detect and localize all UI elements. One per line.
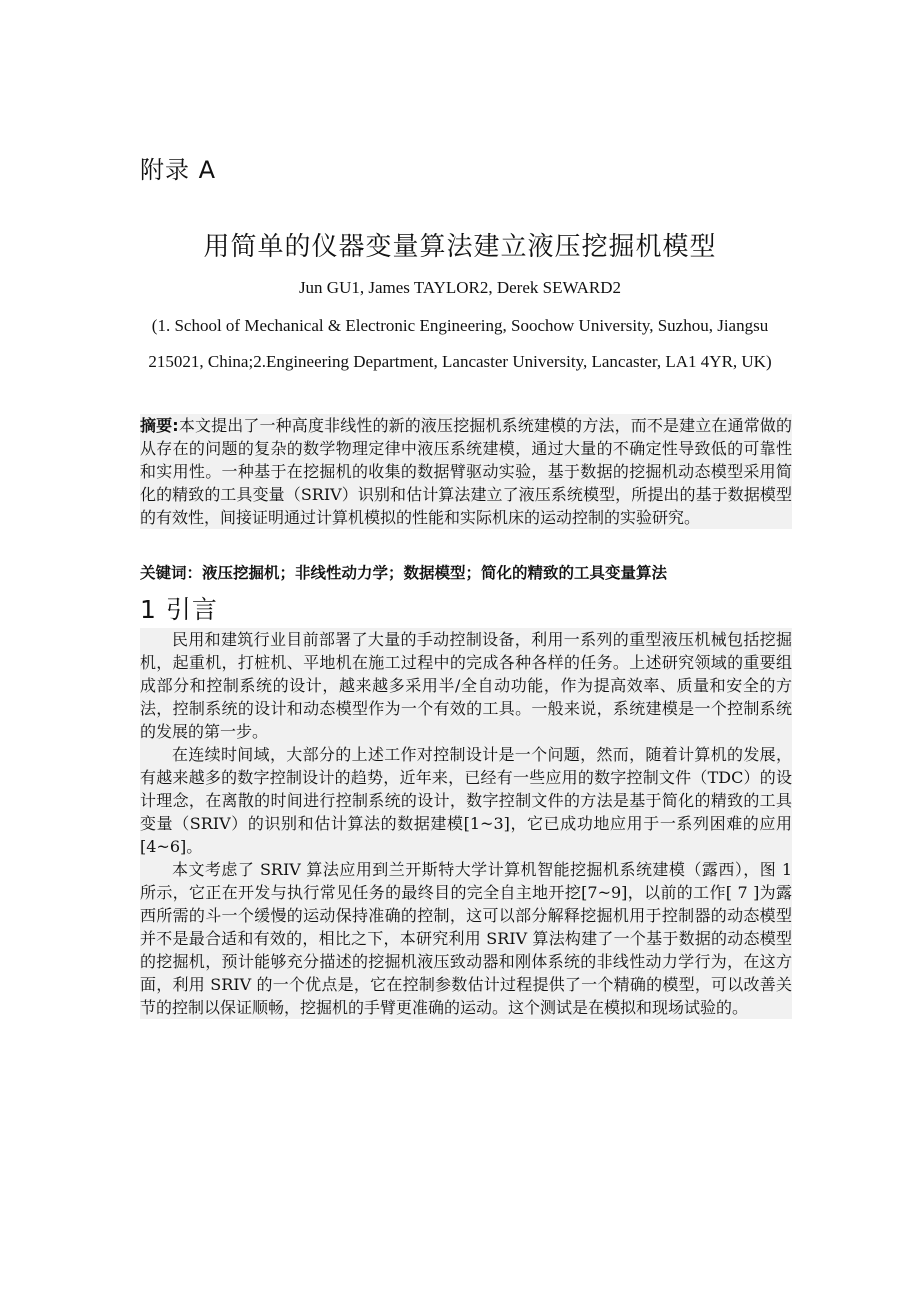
abstract-label: 摘要: xyxy=(140,416,179,435)
paragraph: 在连续时间域，大部分的上述工作对控制设计是一个问题，然而，随着计算机的发展，有越来越多的数字控制设计的趋势，近年来，已经有一些应用的数字控制文件（TDC）的设计理念，在离散的时间进行控制系统的设计，数字控制文件的方法是基于简化的精致的工具变量（SRIV）的识别和估计算法的数据建模[1~3]，它已成功地应用于一系列困难的应用[4~6]。 xyxy=(140,745,792,856)
authors: Jun GU1, James TAYLOR2, Derek SEWARD2 xyxy=(298,278,622,297)
appendix-label: 附录 A xyxy=(140,156,217,184)
affiliation: (1. School of Mechanical & Electronic Engineering, Soochow University, Suzhou, Jiangsu 215021, China;2.Engineering Department, Lancaster University, Lancaster, LA1 4YR, UK) xyxy=(148,316,772,371)
paragraph: 民用和建筑行业目前部署了大量的手动控制设备，利用一系列的重型液压机械包括挖掘机，起重机，打桩机、平地机在施工过程中的完成各种各样的任务。上述研究领域的重要组成部分和控制系统的设计，越来越多采用半/全自动功能，作为提高效率、质量和安全的方法，控制系统的设计和动态模型作为一个有效的工具。一般来说，系统建模是一个控制系统的发展的第一步。 xyxy=(140,630,792,741)
abstract-text: 本文提出了一种高度非线性的新的液压挖掘机系统建模的方法，而不是建立在通常做的从存在的问题的复杂的数学物理定律中液压系统建模，通过大量的不确定性导致低的可靠性和实用性。一种基于在挖掘机的收集的数据臂驱动实验，基于数据的挖掘机动态模型采用简化的精致的工具变量（SRIV）识别和估计算法建立了液压系统模型，所提出的基于数据模型的有效性，间接证明通过计算机模拟的性能和实际机床的运动控制的实验研究。 xyxy=(140,416,792,527)
abstract xyxy=(140,414,792,529)
introduction-body xyxy=(140,628,792,1019)
paper-title: 用简单的仪器变量算法建立液压挖掘机模型 xyxy=(203,232,717,262)
paragraph: 本文考虑了 SRIV 算法应用到兰开斯特大学计算机智能挖掘机系统建模（露西），图 1 所示，它正在开发与执行常见任务的最终目的完全自主地开挖[7~9]，以前的工作[ 7 ]为露西所需的斗一个缓慢的运动保持准确的控制，这可以部分解释挖掘机用于控制器的动态模型并不是最合适和有效的，相比之下，本研究利用 SRIV 算法构建了一个基于数据的动态模型的挖掘机，预计能够充分描述的挖掘机液压致动器和刚体系统的非线性动力学行为，在这方面，利用 SRIV 的一个优点是，它在控制参数估计过程提供了一个精确的模型，可以改善关节的控制以保证顺畅，挖掘机的手臂更准确的运动。这个测试是在模拟和现场试验的。 xyxy=(140,860,792,1017)
section-heading: 1 引言 xyxy=(140,595,218,624)
keywords: 关键词：液压挖掘机；非线性动力学；数据模型；简化的精致的工具变量算法 xyxy=(140,564,668,582)
